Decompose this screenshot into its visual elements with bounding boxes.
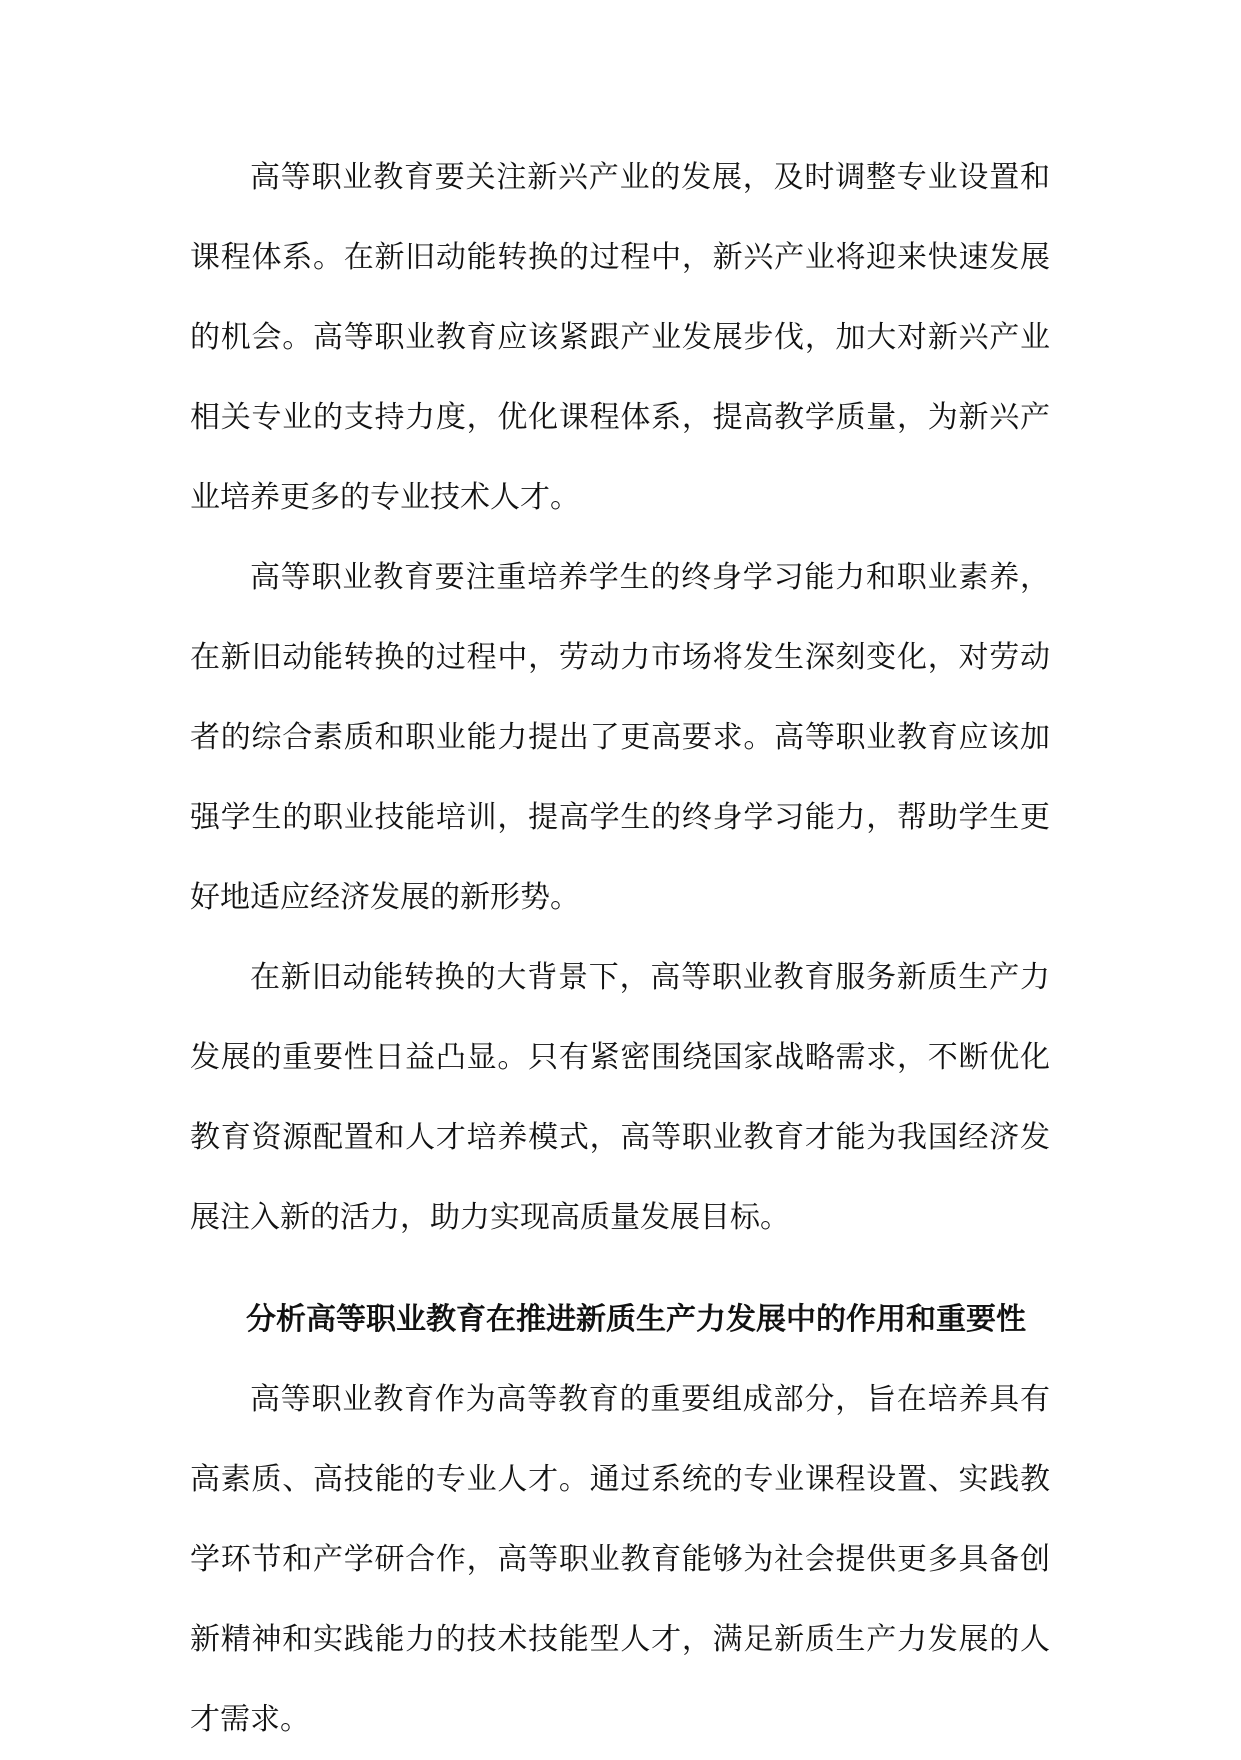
paragraph-lifelong-learning: 高等职业教育要注重培养学生的终身学习能力和职业素养，在新旧动能转换的过程中，劳动力市场将发生深刻变化，对劳动者的综合素质和职业能力提出了更高要求。高等职业教育应该加强学生的职业技能培训，提高学生的终身学习能力，帮助学生更好地适应经济发展的新形势。 [190,560,1050,915]
paragraph-role-importance: 高等职业教育作为高等教育的重要组成部分，旨在培养具有高素质、高技能的专业人才。通过系统的专业课程设置、实践教学环节和产学研合作，高等职业教育能够为社会提供更多具备创新精神和实践能力的技术技能型人才，满足新质生产力发展的人才需求。 [190,1382,1050,1737]
section-heading: 分析高等职业教育在推进新质生产力发展中的作用和重要性 [246,1302,1026,1337]
document-body [190,138,1050,1760]
paragraph-conclusion: 在新旧动能转换的大背景下，高等职业教育服务新质生产力发展的重要性日益凸显。只有紧密围绕国家战略需求，不断优化教育资源配置和人才培养模式，高等职业教育才能为我国经济发展注入新的活力，助力实现高质量发展目标。 [190,960,1050,1235]
paragraph-emerging-industries: 高等职业教育要关注新兴产业的发展，及时调整专业设置和课程体系。在新旧动能转换的过程中，新兴产业将迎来快速发展的机会。高等职业教育应该紧跟产业发展步伐，加大对新兴产业相关专业的支持力度，优化课程体系，提高教学质量，为新兴产业培养更多的专业技术人才。 [190,160,1050,515]
